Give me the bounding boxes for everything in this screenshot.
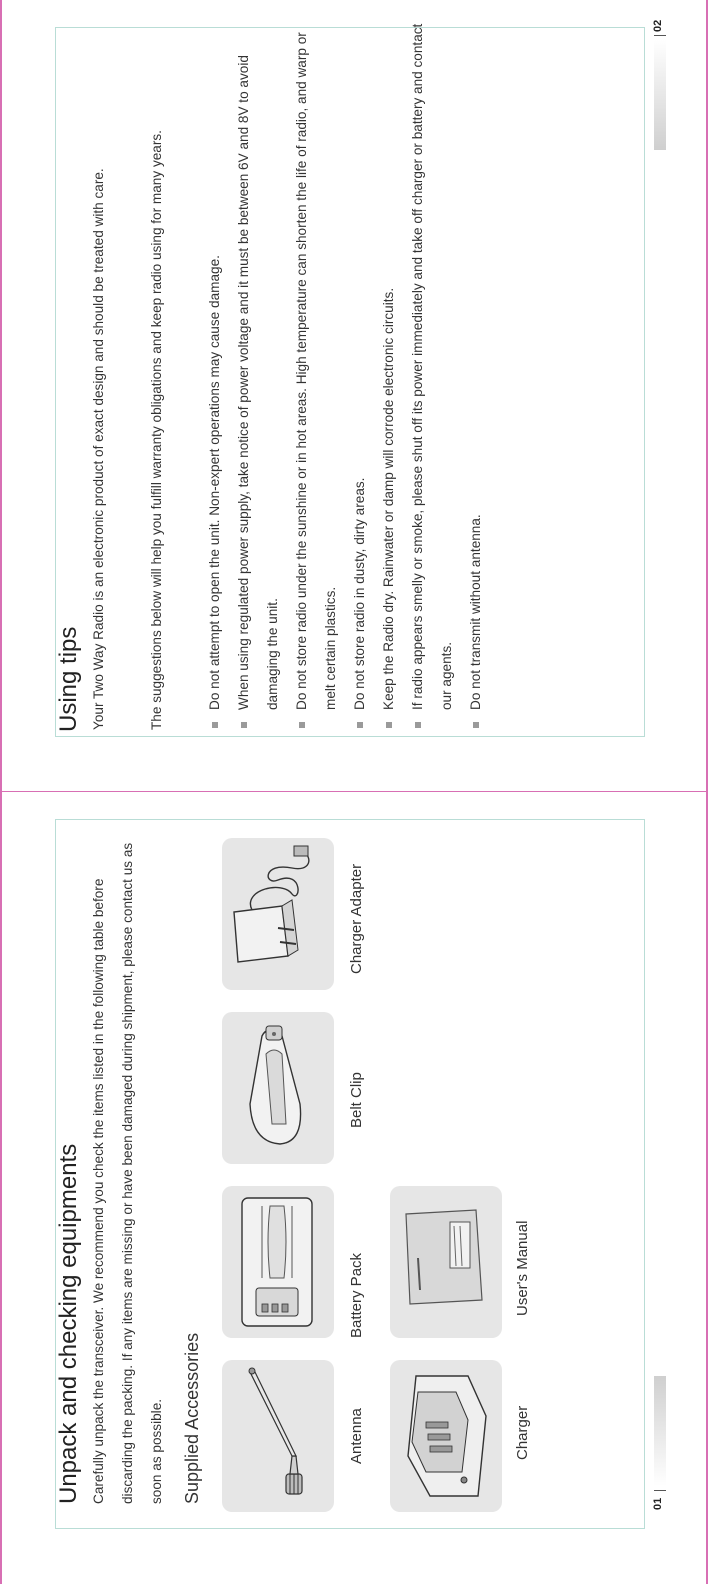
- intro-text: Carefully unpack the transceiver. We recommend you check the items listed in the following table before discarding the packing. If any items are missing or have been damaged during shipment, please contact us as soon as possible.: [91, 842, 164, 1504]
- page-number-bar: [654, 40, 666, 150]
- accessory-label-antenna: Antenna: [348, 1408, 365, 1464]
- accessory-tile-charger-adapter: [222, 838, 334, 990]
- bullet-icon: [357, 722, 363, 728]
- belt-clip-icon: [222, 1012, 334, 1164]
- list-item: [287, 10, 345, 730]
- tips-list: [200, 10, 490, 730]
- list-item: [374, 10, 403, 730]
- accessory-label-charger: Charger: [514, 1405, 531, 1460]
- page-number: 01: [652, 1497, 664, 1510]
- accessory-tile-belt-clip: [222, 1012, 334, 1164]
- bullet-icon: [386, 722, 392, 728]
- page-title: Using tips: [55, 626, 82, 732]
- list-item: [461, 10, 490, 730]
- page-number-bar: [654, 1376, 666, 1486]
- charger-adapter-icon: [222, 838, 334, 990]
- tip-text: Do not attempt to open the unit. Non-expert operations may cause damage.: [207, 255, 222, 710]
- tip-text: Do not store radio in dusty, dirty areas.: [352, 477, 367, 710]
- manual-page-02: [0, 2, 708, 792]
- manual-icon: [390, 1186, 502, 1338]
- tip-text: When using regulated power supply, take notice of power voltage and it must be between 6V and 8V to avoid damaging the unit.: [236, 55, 280, 710]
- list-item: [200, 10, 229, 730]
- tip-text: Keep the Radio dry. Rainwater or damp will corrode electronic circuits.: [381, 287, 396, 710]
- section-subtitle: Supplied Accessories: [182, 1332, 202, 1504]
- accessory-tile-charger: [390, 1360, 502, 1512]
- bullet-icon: [473, 722, 479, 728]
- bullet-icon: [415, 722, 421, 728]
- battery-pack-icon: [222, 1186, 334, 1338]
- accessory-tile-battery: [222, 1186, 334, 1338]
- accessory-label-manual: User's Manual: [514, 1220, 531, 1316]
- bullet-icon: [299, 722, 305, 728]
- intro-paragraph: The suggestions below will help you fulfill warranty obligations and keep radio using for many years.: [149, 130, 164, 730]
- bullet-icon: [241, 722, 247, 728]
- bullet-icon: [212, 722, 218, 728]
- list-item: [403, 10, 461, 730]
- accessory-label-battery: Battery Pack: [348, 1252, 365, 1338]
- page-number-divider: [654, 1490, 666, 1491]
- antenna-icon: [222, 1360, 334, 1512]
- page-number-divider: [654, 35, 666, 36]
- list-item: [345, 10, 374, 730]
- tip-text: Do not transmit without antenna.: [468, 514, 483, 710]
- accessory-label-belt-clip: Belt Clip: [348, 1072, 365, 1128]
- accessory-tile-manual: [390, 1186, 502, 1338]
- tip-text: If radio appears smelly or smoke, please shut off its power immediately and take off charger or battery and contact our agents.: [410, 23, 454, 710]
- accessory-label-charger-adapter: Charger Adapter: [348, 863, 365, 974]
- accessory-tile-antenna: [222, 1360, 334, 1512]
- intro-paragraph: Your Two Way Radio is an electronic product of exact design and should be treated with care.: [91, 168, 106, 730]
- charger-icon: [390, 1360, 502, 1512]
- page-title: Unpack and checking equipments: [55, 1143, 82, 1504]
- list-item: [229, 10, 287, 730]
- page-number: 02: [652, 19, 664, 32]
- tip-text: Do not store radio under the sunshine or in hot areas. High temperature can shorten the life of radio, and warp or melt certain plastics.: [294, 32, 338, 710]
- manual-page-01: [0, 794, 708, 1584]
